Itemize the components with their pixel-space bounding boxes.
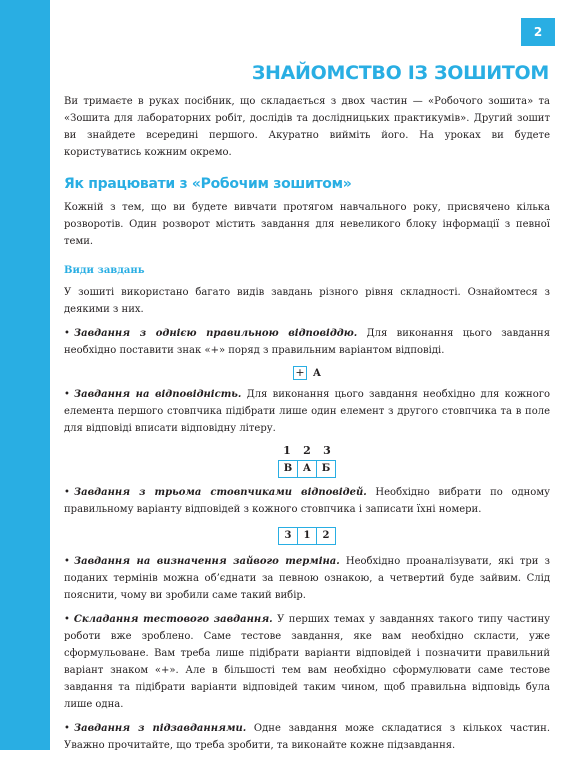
task-text: Необхідно вибрати по одному правильному варіанту відповідей з кожного стовпчика і записати їхні номери. <box>64 487 550 515</box>
intro-paragraph: Ви тримаєте в руках посібник, що складається з двох частин — «Робочого зошита» та «Зошита для лабораторних робіт, дослідів та дослідницьких практикумів». Другий зошит ви знайдете всередині першого. Акуратно вийміть його. На уроках ви будете користуватись кожним окремо. <box>64 96 550 158</box>
page-title: ЗНАЙОМСТВО ІЗ ЗОШИТОМ <box>251 62 549 84</box>
task-item-three-columns <box>64 484 550 518</box>
answer-cell: В <box>278 460 298 478</box>
task-item-single-answer <box>64 325 550 359</box>
column-number: 1 <box>283 444 291 457</box>
column-number: 3 <box>323 444 331 457</box>
answer-cell: 3 <box>278 527 298 545</box>
bullet: • <box>64 556 70 567</box>
task-item-odd-term <box>64 553 550 604</box>
task-text: Необхідно проаналізувати, які три з поданих термінів можна об’єднати за певною ознакою, а четвертий буде зайвим. Слід пояснити, чому ви зробили саме такий вибір. <box>64 556 550 601</box>
task-types-heading: Види завдань <box>64 265 145 276</box>
answer-cell: Б <box>316 460 336 478</box>
bullet: • <box>64 389 70 400</box>
task-item-subtasks <box>64 720 550 754</box>
task-title: Завдання з однією правильною відповіддю. <box>73 328 358 339</box>
answer-letter: А <box>312 367 322 379</box>
task-item-matching <box>64 386 550 437</box>
answer-cell: 2 <box>316 527 336 545</box>
plus-checkbox: + <box>293 366 307 380</box>
bullet: • <box>64 487 70 498</box>
task-title: Завдання на відповідність. <box>73 389 242 400</box>
example-matching-grid <box>64 444 550 478</box>
answer-cell: А <box>297 460 317 478</box>
task-text: Для виконання цього завдання необхідно для кожного елемента першого стовпчика підібрати лише один елемент з другого стовпчика та в поле для відповіді вписати відповідну літеру. <box>64 389 550 434</box>
task-item-test-creation <box>64 611 550 713</box>
page-content <box>64 93 550 761</box>
section-paragraph: Кожній з тем, що ви будете вивчати протягом навчального року, присвячено кілька розворотів. Один розворот містить завдання для невеликого блоку інформації з певної теми. <box>64 202 550 247</box>
page-number: 2 <box>521 18 555 46</box>
task-text: У перших темах у завданнях такого типу частину роботи вже зроблено. Саме тестове завдання, яке вам необхідно скласти, уже сформульоване. Вам треба лише підібрати варіанти відповідей і позначити правильний варіант знаком «+». Але в більшості тем вам необхідно сформулювати саме тестове завдання та підібрати варіанти відповідей таким чином, щоб правильна відповідь була лише одна. <box>64 614 550 710</box>
left-accent-bar <box>0 0 50 750</box>
task-title: Завдання з трьома стовпчиками відповідей. <box>73 487 367 498</box>
task-text: Одне завдання може складатися з кількох частин. Уважно прочитайте, що треба зробити, та виконайте кожне підзавдання. <box>64 723 551 751</box>
task-title: Завдання на визначення зайвого терміна. <box>73 556 340 567</box>
task-title: Складання тестового завдання. <box>73 614 273 625</box>
answer-cell: 1 <box>297 527 317 545</box>
task-text: Для виконання цього завдання необхідно поставити знак «+» поряд з правильним варіантом відповіді. <box>64 328 550 356</box>
column-number: 2 <box>303 444 311 457</box>
bullet: • <box>64 328 70 339</box>
section-heading: Як працювати з «Робочим зошитом» <box>64 176 352 192</box>
task-types-intro: У зошиті використано багато видів завдань різного рівня складності. Ознайомтеся з деякими з них. <box>64 287 550 315</box>
task-title: Завдання з підзавданнями. <box>73 723 247 734</box>
example-three-columns-grid <box>64 525 550 545</box>
bullet: • <box>64 723 70 734</box>
example-plus-answer <box>64 366 550 380</box>
bullet: • <box>64 614 70 625</box>
